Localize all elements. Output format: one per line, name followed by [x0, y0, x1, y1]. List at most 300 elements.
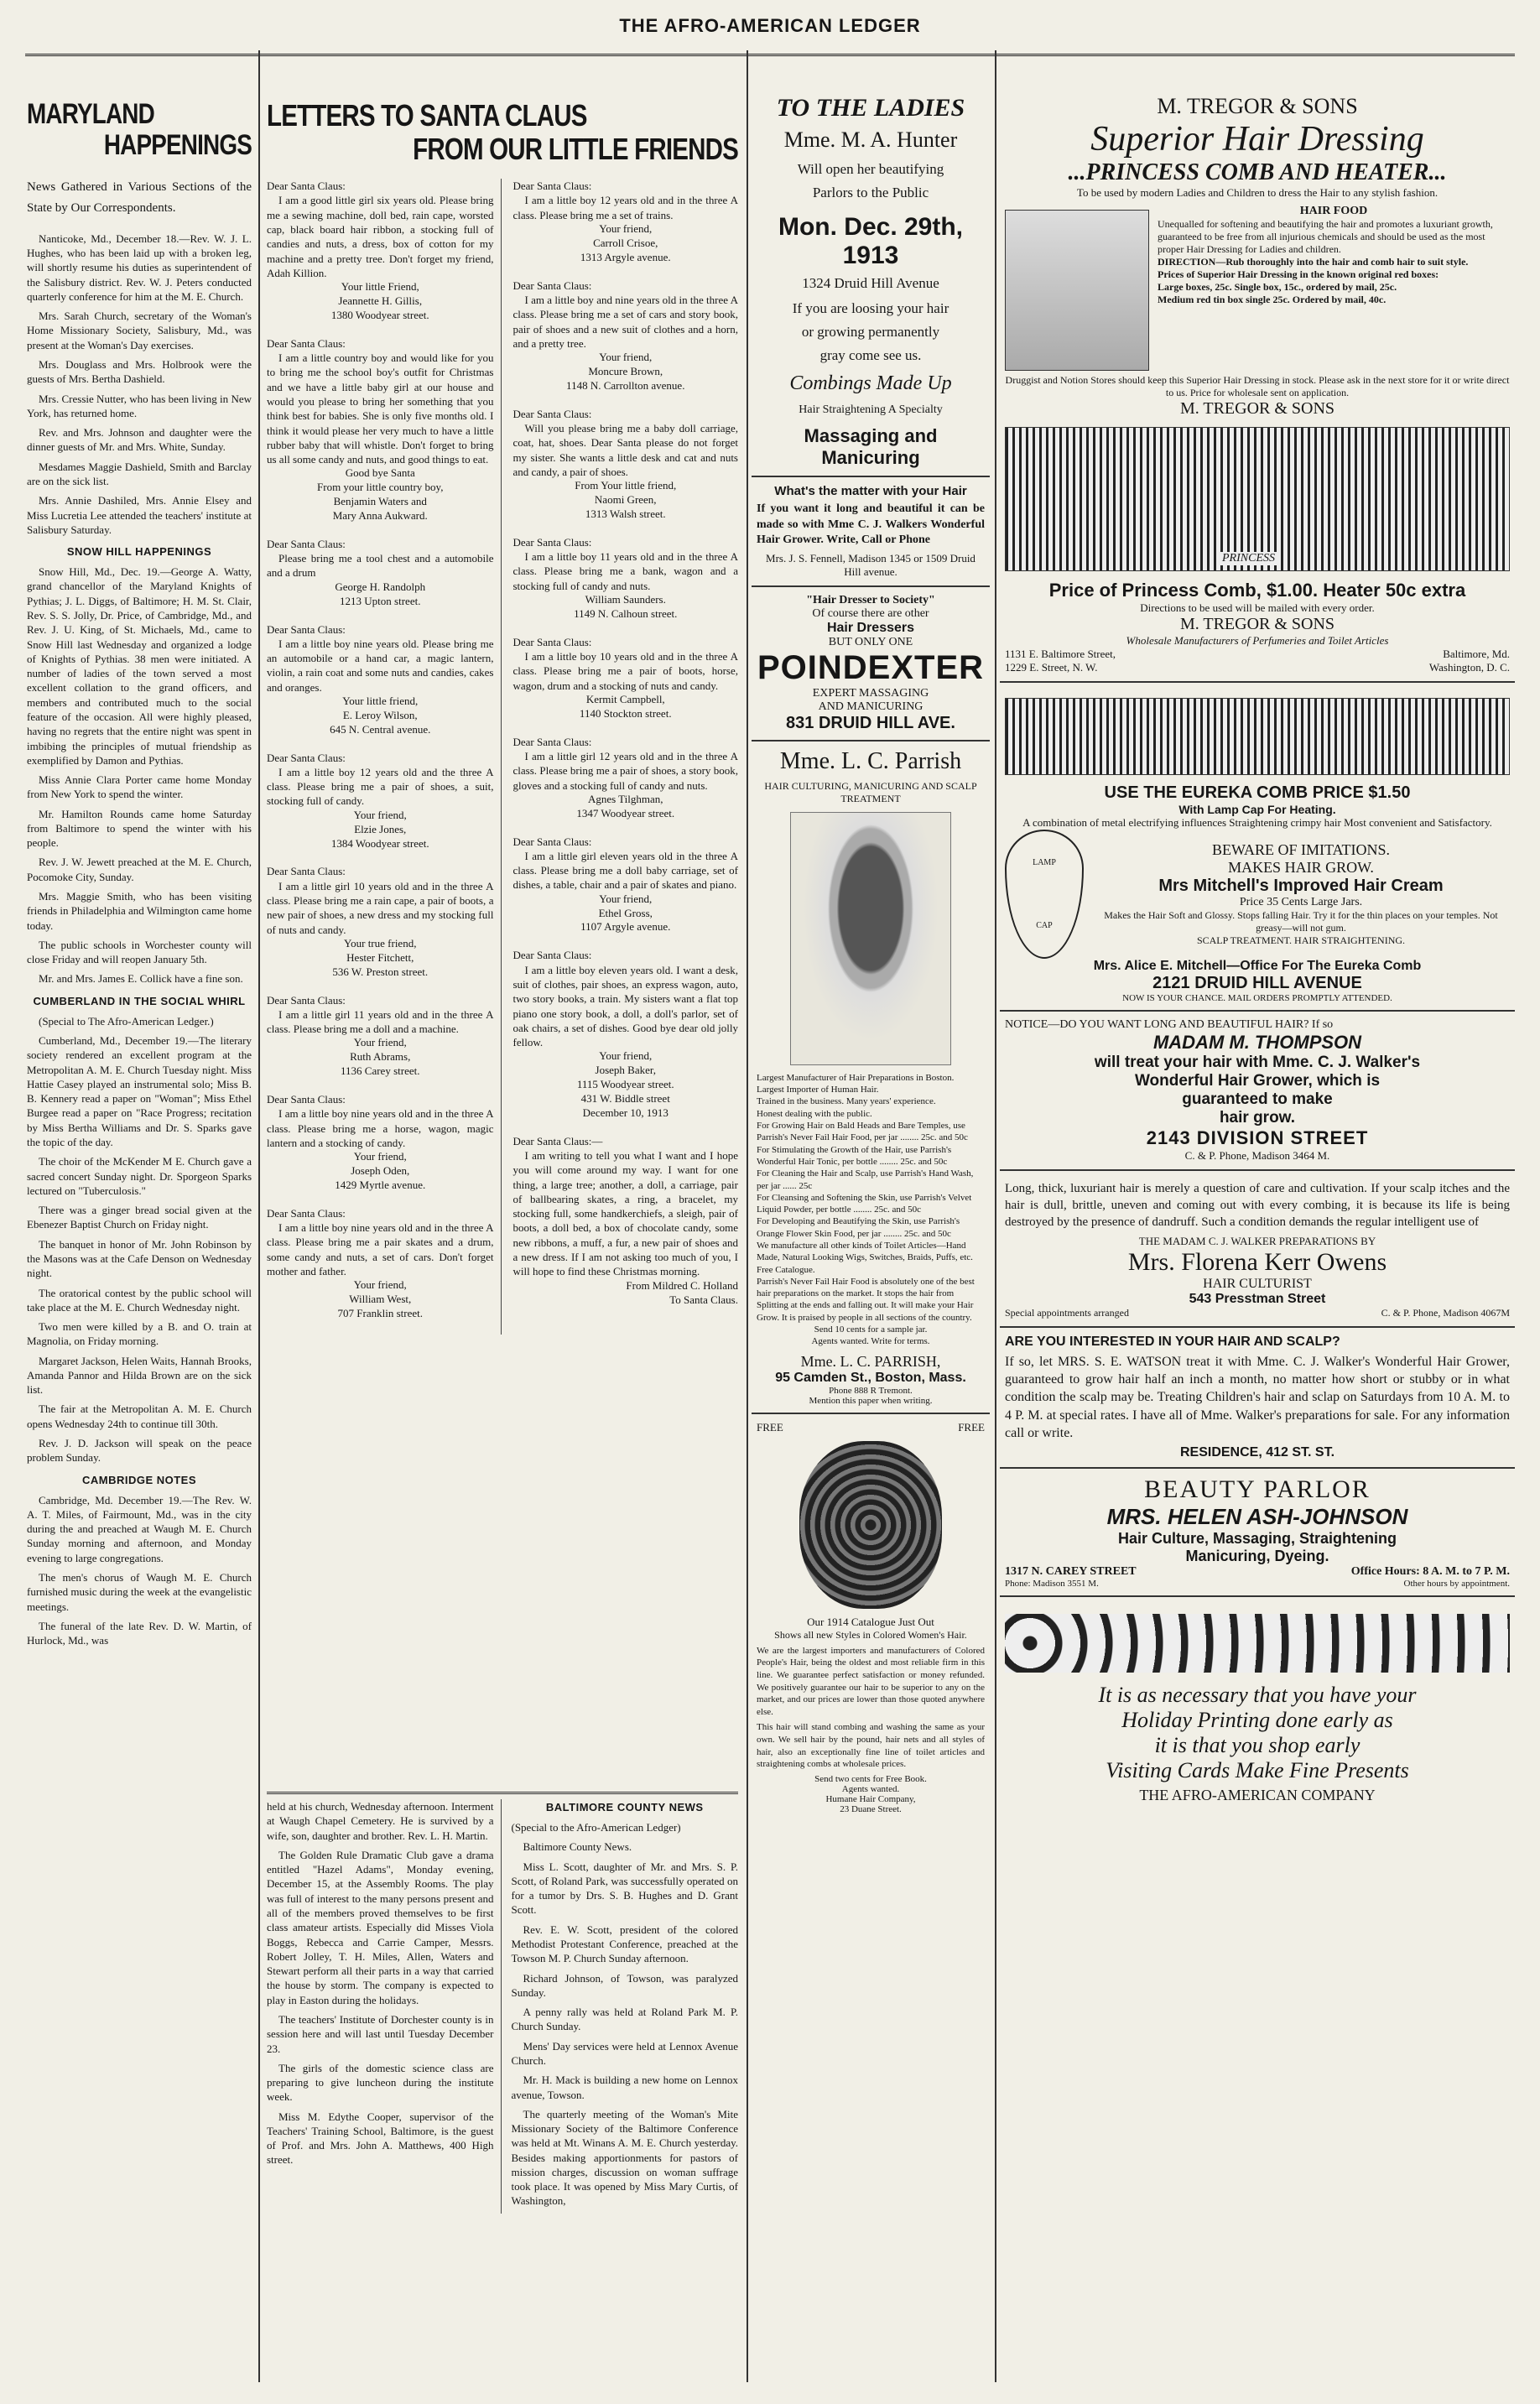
letter-signature [267, 1036, 494, 1079]
ad-line: 23 Duane Street. [840, 1803, 902, 1814]
ad-line: Parlors to the Public [812, 185, 929, 200]
letter-salutation: Dear Santa Claus: [267, 537, 346, 550]
letter-salutation: Dear Santa Claus: [512, 735, 592, 748]
letter [267, 622, 494, 737]
santa-letters-section [267, 99, 738, 1785]
letter-salutation: Dear Santa Claus: [512, 407, 592, 420]
free-label: FREE [757, 1420, 783, 1434]
headline-from-little-friends: FROM OUR LITTLE FRIENDS [413, 131, 738, 166]
letter-body: I am a little boy nine years old and in the three A class. Please bring me a pair skates and a drum, some candy and nuts, a set of cars. Don't forget mother and father. [267, 1221, 494, 1277]
cambridge-news [27, 1493, 252, 1648]
ad-line: Humane Hair Company, [825, 1793, 916, 1804]
signature-line: Your friend, [353, 1278, 407, 1292]
paragraph: The funeral of the late Rev. D. W. Martin, of Hurlock, Md., was [27, 1619, 252, 1647]
letter-signature [267, 580, 494, 609]
paragraph: The quarterly meeting of the Woman's Mite Missionary Society of the Baltimore Conference was held at Mt. Winans A. M. E. Church yesterday. Besides making apportionments for pastors of mission charges, discussion on woman suffrage took place. It was opened by Miss Mary Curtis, of Washington, [511, 2107, 738, 2208]
letter-signature [513, 1049, 739, 1120]
paragraph: Mr. and Mrs. James E. Collick have a fine son. [39, 972, 243, 986]
cumberland-news [27, 1014, 252, 1465]
ad-body: If you want it long and beautiful it can be made so with Mme C. J. Walkers Wonderful Hair Grower. Write, Call or Phone [757, 502, 985, 547]
ad-body [757, 1072, 985, 1348]
letter-salutation: Dear Santa Claus: [512, 949, 592, 962]
ad-name: M. TREGOR & SONS [1179, 399, 1335, 418]
ad-subheading: With Lamp Cap For Heating. [1178, 803, 1336, 816]
ad-heading: TO THE LADIES [776, 94, 965, 122]
section-heading: CAMBRIDGE NOTES [81, 1473, 197, 1486]
poindexter-ad [752, 587, 990, 741]
letter [267, 864, 494, 979]
letter-salutation: Dear Santa Claus: [512, 180, 592, 193]
ad-address: 95 Camden St., Boston, Mass. [775, 1370, 966, 1385]
eureka-ad [1000, 683, 1515, 1012]
letter-salutation: Dear Santa Claus:— [512, 1134, 603, 1147]
ad-heading: Our 1914 Catalogue Just Out [807, 1615, 934, 1628]
letter [267, 993, 494, 1080]
letter-salutation: Dear Santa Claus: [267, 993, 346, 1007]
eureka-comb-image [1005, 698, 1510, 775]
ad-address: 543 Presstman Street [1189, 1291, 1326, 1306]
ad-heading: BEAUTY PARLOR [1144, 1475, 1371, 1504]
ad-line: Manicuring, Dyeing. [1185, 1548, 1329, 1565]
ad-name: THE AFRO-AMERICAN COMPANY [1139, 1787, 1376, 1804]
letter-body: I am a little girl 11 years old and in the three A class. Please bring me a doll and a machine. [267, 1007, 494, 1036]
letter-signature [513, 693, 739, 721]
ad-line: AND MANICURING [818, 700, 923, 713]
signature-line: Your friend, [353, 808, 407, 821]
ad-line: Medium red tin box single 25c. Ordered by mail, 40c. [1158, 294, 1387, 305]
ad-price: Price 35 Cents Large Jars. [1239, 896, 1363, 908]
ad-line: For Developing and Beautifying the Skin, use Parrish's Orange Flower Skin Food, per jar ........ 25c. and 50c [757, 1216, 960, 1239]
signature-line: Ethel Gross, [598, 906, 653, 919]
thompson-ad [1000, 1012, 1515, 1171]
ad-address: 2143 DIVISION STREET [1146, 1127, 1369, 1148]
letter-salutation: Dear Santa Claus: [267, 622, 346, 636]
letter [267, 751, 494, 851]
ad-line: Wholesale Manufacturers of Perfumeries and Toilet Articles [1126, 634, 1389, 647]
paragraph: Richard Johnson, of Towson, was paralyzed Sunday. [511, 1971, 738, 1999]
signature-line: 1380 Woodyear street. [330, 308, 429, 321]
holly-ornament [1005, 1614, 1510, 1673]
paragraph: Snow Hill, Md., Dec. 19.—George A. Watty, grand chancellor of the Maryland Knights of Pythias; J. L. Diggs, of Baltimore; H. M. St. Clair, Rev. S. S. Jolly, Dr. Price, of Cambridge, Md., and Rev. J. U. King, of St. Michaels, Md., came to Snow Hill last Wednesday and organized a lodge of Knights of Pythias. 38 men were initiated. A number of ladies of the town served a most excellent collation to the grand officers, and members and contributed much to the social feature of the occasion. All were highly pleased, having no regrets that the entire night was spent in imbibing the principles of mutual friendship as exemplified by Damon and Pythias. [27, 565, 252, 767]
ad-address: 1324 Druid Hill Avenue [802, 275, 939, 291]
ad-line: Holiday Printing done early as [1121, 1708, 1393, 1733]
ad-hours: Office Hours: 8 A. M. to 7 P. M. [1350, 1565, 1510, 1579]
ad-line: Send two cents for Free Book. [814, 1773, 927, 1784]
hair-dressing-tin-image [1005, 210, 1149, 371]
ad-name: M. TREGOR & SONS [1157, 94, 1358, 118]
letter-body: I am a little boy 10 years old and in the three A class. Please bring me a pair of boots, horse, wagon, drum and a stocking of nuts and candy. [512, 650, 738, 692]
letter [267, 1092, 494, 1193]
signature-line: 1213 Upton street. [340, 594, 421, 607]
paragraph: Mrs. Annie Dashiled, Mrs. Annie Elsey and Miss Lucretia Lee attended the teachers' institute at Salisbury Saturday. [27, 494, 252, 536]
letter-salutation: Dear Santa Claus: [267, 336, 346, 350]
ad-line: Hair Dressers [826, 620, 915, 635]
ad-line: guaranteed to make [1182, 1090, 1333, 1108]
letter-signature [513, 1279, 739, 1308]
letter-signature [513, 793, 739, 821]
letter-signature [513, 892, 739, 935]
princess-comb-image [1005, 427, 1510, 571]
signature-line: Your little friend, [342, 694, 419, 707]
ad-address: Mrs. J. S. Fennell, Madison 1345 or 1509 Druid Hill avenue. [766, 551, 976, 578]
letter-signature [267, 280, 494, 323]
paragraph: Mrs. Maggie Smith, who has been visiting friends in Philadelphia and Wilmington came home today. [27, 890, 252, 932]
ad-line: Largest Importer of Human Hair. [757, 1085, 879, 1095]
ad-name: Mme. L. C. PARRISH, [800, 1352, 941, 1370]
paragraph: The Golden Rule Dramatic Club gave a drama entitled "Hazel Adams", Monday evening, December 15, at the Assembly Rooms. The play was full of interest to the many persons present and all of the members proved themselves to be first class amateur artists. Especially did Misses Viola Boggs, Rebecca and Carrie Camper, Messrs. Robert Jolley, T. H. Miles, Allen, Waters and Stewart perform all their parts in a way that carried the house by storm. The company is expected to play in Easton during the holidays. [267, 1848, 494, 2006]
signature-line: 536 W. Preston street. [332, 965, 429, 978]
ad-phone: Phone: Madison 3551 M. [1005, 1579, 1099, 1590]
signature-line: Carroll Crisoe, [593, 236, 658, 249]
ad-heading: USE THE EUREKA COMB PRICE $1.50 [1104, 783, 1411, 802]
ad-name: Mme. M. A. Hunter [783, 127, 958, 152]
ad-line: SCALP TREATMENT. HAIR STRAIGHTENING. [1196, 934, 1406, 946]
ad-line: or growing permanently [801, 324, 940, 340]
ad-address: 2121 DRUID HILL AVENUE [1152, 974, 1362, 992]
letter-salutation: Dear Santa Claus: [267, 1206, 346, 1220]
ad-line: Other hours by appointment. [1403, 1579, 1510, 1590]
paragraph: (Special to the Afro-American Ledger) [511, 1821, 681, 1834]
letter-signature [267, 466, 494, 523]
paragraph: Two men were killed by a B. and O. train at Magnolia, on Friday morning. [27, 1320, 252, 1348]
ad-line: will treat your hair with Mme. C. J. Walker's [1094, 1054, 1421, 1071]
hunter-ad [752, 87, 990, 477]
letter-salutation: Dear Santa Claus: [512, 535, 592, 549]
signature-line: Joseph Oden, [351, 1164, 410, 1178]
ad-line: Massaging and Manicuring [804, 425, 938, 468]
ad-line: "Hair Dresser to Society" [806, 593, 935, 606]
hair-braid-image [799, 1441, 942, 1609]
signature-line: Your friend, [599, 351, 653, 364]
ad-line: MAKES HAIR GROW. [1228, 859, 1374, 876]
column-divider [995, 50, 996, 2382]
ad-line: For Stimulating the Growth of the Hair, use Parrish's Wonderful Hair Tonic, per bottle ........ 25c. and 50c [757, 1144, 952, 1167]
fennell-ad [752, 477, 990, 587]
letter [513, 278, 739, 393]
subheadline: News Gathered in Various Sections of the State by Our Correspondents. [27, 180, 252, 216]
ad-body: If so, let MRS. S. E. WATSON treat it with Mme. C. J. Walker's Wonderful Hair Grower, guaranteed to grow hair half an inch a month, no matter how short or stubby or in what condition the scalp may be. Treating Children's hair and sclap on Saturdays from 10 A. M. to 4 P. M. at special rates. I have all of Mme. Walker's preparations for sale. For any information call or write. [1005, 1354, 1510, 1440]
signature-line: 1384 Woodyear street. [330, 836, 429, 850]
letter-salutation: Dear Santa Claus: [267, 865, 346, 878]
paragraph: Miss L. Scott, daughter of Mr. and Mrs. S. P. Scott, of Roland Park, was successfully operated on for a tumor by Drs. S. B. Hughes and D. Grant Scott. [511, 1860, 738, 1917]
letter-salutation: Dear Santa Claus: [512, 635, 592, 648]
signature-line: Your little Friend, [341, 280, 419, 294]
letter-body: I am a little boy 12 years old and in the three A class. Please bring me a set of trains. [512, 194, 738, 221]
letter [513, 1134, 739, 1308]
letter-body: I am a little girl 10 years old and in the three A class. Please bring me a rain cape, a pair of boots, a new pair of shoes, a new dress and my stocking full of nuts and candy. [267, 879, 494, 936]
signature-line: 1429 Myrtle avenue. [335, 1178, 426, 1191]
signature-line: Good bye Santa [345, 466, 415, 480]
ad-line: Will open her beautifying [797, 161, 944, 177]
snow-hill-news [27, 565, 252, 986]
signature-line: December 10, 1913 [582, 1106, 669, 1119]
paragraph: held at his church, Wednesday afternoon. Interment at Waugh Chapel Cemetery. He is survived by a wife, son, daughter and brother. Rev. L. H. Martin. [267, 1800, 494, 1842]
ad-line: BUT ONLY ONE [828, 635, 913, 648]
letter-signature [267, 1278, 494, 1321]
ad-line: gray come see us. [819, 347, 922, 363]
signature-line: Mary Anna Aukward. [332, 509, 428, 523]
ad-heading: Superior Hair Dressing [1090, 120, 1424, 159]
ad-line: Large boxes, 25c. Single box, 15c., ordered by mail, 25c. [1158, 281, 1397, 293]
ad-line: A combination of metal electrifying influences Straightening crimpy hair Most convenient and Satisfactory. [1022, 816, 1492, 829]
letter [267, 179, 494, 323]
signature-line: From Your little friend, [575, 479, 677, 492]
ad-date: Mon. Dec. 29th, 1913 [778, 213, 964, 269]
signature-line: 1313 Walsh street. [585, 507, 666, 520]
ad-line: Hair Culture, Massaging, Straightening [1117, 1530, 1397, 1548]
ad-name: M. TREGOR & SONS [1179, 615, 1335, 633]
signature-line: Ruth Abrams, [350, 1050, 411, 1064]
ad-body: Unequalled for softening and beautifying the hair and promotes a luxuriant growth, guaranteed to be free from all injurious chemicals and should be used as the most proper Hair Dressing for Ladies and children. [1158, 218, 1493, 255]
ad-line: Largest Manufacturer of Hair Preparations in Boston. [757, 1072, 955, 1083]
signature-line: Your friend, [599, 222, 653, 236]
ad-line: Combings Made Up [789, 372, 952, 394]
paragraph: The banquet in honor of Mr. John Robinson by the Masons was at the Cafe Denson on Wednesday night. [27, 1237, 252, 1280]
ad-line: Of course there are other [812, 606, 929, 620]
signature-line: Agnes Tilghman, [587, 792, 663, 805]
letters-right-column [513, 179, 739, 1335]
letter-signature [513, 593, 739, 622]
letter-signature [513, 351, 739, 393]
letter-body: I am a little girl eleven years old in the three A class. Please bring me a doll baby carriage, set of dishes, a table, chair and a pair of skates and piano. [512, 849, 738, 892]
newspaper-title: THE AFRO-AMERICAN LEDGER [619, 15, 921, 36]
signature-line: Kermit Campbell, [585, 692, 665, 705]
paragraph: Mrs. Cressie Nutter, who has been living in New York, has returned home. [27, 392, 252, 419]
ad-line: THE MADAM C. J. WALKER PREPARATIONS BY [1138, 1234, 1376, 1247]
paragraph: Mrs. Douglass and Mrs. Holbrook were the guests of Mrs. Bertha Dashield. [27, 358, 252, 386]
signature-line: 1136 Carey street. [341, 1064, 420, 1078]
signature-line: Jeannette H. Gillis, [338, 294, 423, 308]
nanticoke-news [27, 232, 252, 537]
free-labels [757, 1421, 985, 1434]
paragraph: (Special to The Afro-American Ledger.) [39, 1014, 214, 1028]
ad-line: BEWARE OF IMITATIONS. [1211, 841, 1391, 858]
signature-line: Elzie Jones, [354, 822, 407, 835]
ad-phone: C. & P. Phone, Madison 3464 M. [1184, 1149, 1330, 1162]
paragraph: The public schools in Worchester county will close Friday and will reopen January 5th. [27, 938, 252, 966]
letter-body: I am a little boy and nine years old in the three A class. Please bring me a set of cars and story book, pair of shoes and a new suit of clothes and a horn, and a pretty tree. [512, 293, 738, 350]
letter-body: I am a little boy nine years old. Please bring me an automobile or a hand car, a magic lantern, violin, a rain coat and some nuts and candies, cakes and oranges. [267, 637, 494, 694]
ad-subheading: HAIR CULTURING, MANICURING AND SCALP TREATMENT [764, 779, 977, 804]
ad-name: Mrs Mitchell's Improved Hair Cream [1158, 877, 1444, 895]
watson-ad [1000, 1328, 1515, 1469]
letter-salutation: Dear Santa Claus: [267, 1093, 346, 1106]
letter-salutation: Dear Santa Claus: [512, 835, 592, 848]
signature-line: E. Leroy Wilson, [342, 708, 418, 721]
ad-line: Makes the Hair Soft and Glossy. Stops falling Hair. Try it for the thin places on your temples. Not greasy—will not gum. [1104, 909, 1498, 934]
ad-phone: C. & P. Phone, Madison 4067M [1381, 1306, 1510, 1319]
paragraph: Cumberland, Md., December 19.—The literary society rendered an excellent program at the Metropolitan A. M. E. Church Tuesday night. Miss Hattie Casey played an instrumental solo; Miss B. B. Kennery read a paper on "Woman"; Miss Ethel Burgee read a paper on "Race Progress; recitation by Miss Bertha Williams and Dr. S. Sparks gave the topic of the day. [27, 1034, 252, 1148]
paragraph: Mesdames Maggie Dashield, Smith and Barclay are on the sick list. [27, 460, 252, 487]
signature-line: From your little country boy, [317, 481, 444, 494]
paragraph: Mr. Hamilton Rounds came home Saturday from Baltimore to spend the winter with his people. [27, 807, 252, 850]
ad-line: DIRECTION—Rub thoroughly into the hair and comb hair to suit style. [1158, 256, 1469, 268]
letter [267, 537, 494, 609]
paragraph: Miss M. Edythe Cooper, supervisor of the Teachers' Training School, Baltimore, is the guest of Prof. and Mrs. John A. Matthews, 400 High street. [267, 2110, 494, 2167]
signature-line: 1149 N. Calhoun street. [574, 606, 678, 620]
ad-body: This hair will stand combing and washing the same as your own. We sell hair by the pound, hair nets and all styles of hair, also an exceptionally fine line of toilet articles and straightening combs at wholesale prices. [757, 1722, 985, 1770]
ad-line: Honest dealing with the public. [757, 1108, 872, 1119]
letter-body: I am a little boy 11 years old and in the three A class. Please bring me a bank, wagon and a stocking full of candy and nuts. [512, 550, 738, 592]
letter-body: I am a little boy nine years old and in the three A class. Please bring me a horse, wagon, magic lantern and a stocking of candy. [267, 1107, 494, 1149]
catalogue-ad [752, 1414, 990, 1821]
cambridge-continued [267, 1799, 502, 2214]
ad-line: Wonderful Hair Grower, which is [1134, 1072, 1381, 1090]
letter [267, 336, 494, 523]
paragraph: Mr. H. Mack is building a new home on Lennox avenue, Towson. [511, 2074, 738, 2101]
paragraph: Cambridge, Md. December 19.—The Rev. W. A. T. Miles, of Fairmount, Md., was in the city during the and preached at Waugh M. E. Church Sunday morning and afternoon, and Monday evening to large congregations. [27, 1493, 252, 1564]
ad-line: HAIR FOOD [1299, 205, 1368, 217]
ad-heading: What's the matter with your Hair [774, 484, 967, 498]
paragraph: The fair at the Metropolitan A. M. E. Church opens Wednesday 24th to continue till 30th. [27, 1402, 252, 1430]
letter-body: I am writing to tell you what I want and I hope you will come around my way. I want for one thing, a large tree; another, a doll, a carriage, pair of ballbearing skates, a ring, a bracelet, my stocking full, some handkerchiefs, a sleigh, pair of boots, a doll bed, a box of chocolate candy, some new ribbons, a muff, a fur, a new pair of shoes and a new dress. If I am not asking too much of you, I will hope to find these Christmas morning. [512, 1149, 738, 1278]
letter [513, 635, 739, 721]
masthead [25, 3, 1515, 56]
ad-price: Price of Princess Comb, $1.00. Heater 50c extra [1048, 580, 1466, 601]
diagram-label: LAMP [1033, 858, 1056, 867]
signature-line: 1140 Stockton street. [579, 706, 672, 720]
letter-signature [267, 937, 494, 980]
signature-line: 1347 Woodyear street. [576, 806, 675, 820]
comb-label: PRINCESS [1217, 552, 1280, 565]
signature-line: 707 Franklin street. [337, 1307, 423, 1319]
ad-subheading: Shows all new Styles in Colored Women's Hair. [774, 1628, 967, 1641]
tregor-ad [1000, 87, 1515, 683]
ad-name: MADAM M. THOMPSON [1152, 1032, 1362, 1053]
ad-line: We manufacture all other kinds of Toilet Articles—Hand Made, Natural Looking Wigs, Switches, Braids, Puffs, etc. Free Catalogue. [757, 1240, 973, 1275]
parrish-ad [752, 741, 990, 1414]
signature-line: Your friend, [353, 1036, 407, 1049]
paragraph: There was a ginger bread social given at the Ebenezer Baptist Church on Friday night. [27, 1204, 252, 1231]
ad-line: Mention this paper when writing. [809, 1395, 933, 1406]
letter-salutation: Dear Santa Claus: [512, 278, 592, 292]
section-heading: BALTIMORE COUNTY NEWS [545, 1801, 704, 1813]
ad-line: Hair Straightening A Specialty [799, 403, 943, 416]
signature-line: 431 W. Biddle street [580, 1092, 670, 1106]
letter [513, 535, 739, 622]
paragraph: Rev. J. W. Jewett preached at the M. E. Church, Pocomoke City, Sunday. [27, 856, 252, 883]
letter [513, 835, 739, 935]
signature-line: Benjamin Waters and [333, 495, 427, 508]
ad-name: MRS. HELEN ASH-JOHNSON [1106, 1504, 1408, 1530]
ads-column-center [752, 87, 990, 2382]
letter-body: I am a little country boy and would like for you to bring me the school boy's outfit for Christmas and we have a little baby girl at our house and would you please to bring her something that you think best for babies. She is only five months old. I think it would please her very much to have a little rubber baby that will whistle. Don't forget to bring us all some candy and nuts, and good things to eat. [267, 351, 494, 466]
ad-line: Prices of Superior Hair Dressing in the known original red boxes: [1158, 268, 1439, 280]
lamp-cap-diagram [1005, 830, 1084, 959]
paragraph: Rev. and Mrs. Johnson and daughter were the dinner guests of Mr. and Mrs. White, Sunday. [27, 426, 252, 454]
ad-line: HAIR CULTURIST [1203, 1276, 1312, 1291]
paragraph: The teachers' Institute of Dorchester county is in session here and will last until Tuesday December 23. [267, 2012, 494, 2055]
owens-ad [1000, 1171, 1515, 1328]
portrait-image [790, 812, 951, 1065]
ad-address: 1131 E. Baltimore Street, [1005, 648, 1116, 660]
letter-signature [267, 695, 494, 737]
letter-salutation: Dear Santa Claus: [267, 180, 346, 193]
ad-line: Parrish's Never Fail Hair Food is absolutely one of the best hair preparations on the market. It stops the hair from Splitting at the ends and falling out. It will make your Hair Grow. It is praised by people in all sections of the country. [757, 1276, 975, 1323]
paragraph: The men's chorus of Waugh M. E. Church furnished music during the week at the evangelistic meetings. [27, 1571, 252, 1613]
ad-line: Druggist and Notion Stores should keep this Superior Hair Dressing in stock. Please ask in the next store for it or write direct to us. Price for wholesale sent on application. [1005, 374, 1510, 398]
headline-happenings: HAPPENINGS [103, 129, 252, 162]
ad-line: hair grow. [1219, 1109, 1296, 1127]
letter-signature [513, 222, 739, 265]
signature-line: Moncure Brown, [588, 365, 663, 377]
headline-maryland: MARYLAND [27, 99, 154, 130]
ad-line: EXPERT MASSAGING [812, 686, 929, 700]
letter-body: I am a good little girl six years old. Please bring me a sewing machine, doll bed, rain cape, worsted cap, black board hair ribbon, a stocking full of candies and nuts, a dress, box of cotton for my machine and a pretty tree. Don't forget my friend, Adah Killion. [267, 194, 494, 279]
letter-body: I am a little boy eleven years old. I want a desk, suit of clothes, pair shoes, an express wagon, auto, two story books, a train. My sisters want a flat top piano one story book, a doll, a doll's parlor, set of oak chairs, a set of dishes. Good bye dear old jolly fellow. [512, 963, 738, 1049]
signature-line: Your friend, [599, 892, 653, 905]
ad-line: Visiting Cards Make Fine Presents [1106, 1758, 1409, 1783]
ad-line: NOW IS YOUR CHANCE. MAIL ORDERS PROMPTLY ATTENDED. [1122, 993, 1392, 1003]
signature-line: Your true friend, [344, 936, 417, 950]
ad-body: Long, thick, luxuriant hair is merely a question of care and cultivation. If your scalp itches and the hair is dull, brittle, uneven and coming out with every combing, it is because its life is being destroyed by the presence of dandruff. Such a condition demands the regular intelligent use of [1005, 1182, 1510, 1229]
paragraph: Rev. J. D. Jackson will speak on the peace problem Sunday. [27, 1437, 252, 1465]
ads-column-right [1000, 87, 1515, 2382]
ad-line: it is that you shop early [1154, 1733, 1361, 1758]
letter [513, 948, 739, 1120]
ash-johnson-ad [1000, 1469, 1515, 1597]
signature-line: William Saunders. [585, 592, 666, 606]
signature-line: Joseph Baker, [595, 1064, 656, 1077]
column-divider [747, 50, 748, 2382]
paragraph: Rev. E. W. Scott, president of the colored Methodist Protestant Conference, preached at the Towson M. P. Church Sunday afternoon. [511, 1923, 738, 1965]
paragraph: The choir of the McKender M E. Church gave a sacred concert Sunday night. Dr. Sporgeon Sparks lectured on "Tuberculosis." [27, 1155, 252, 1197]
letter-body: Please bring me a tool chest and a automobile and a drum [267, 552, 494, 580]
paragraph: A penny rally was held at Roland Park M. P. Church Sunday. [511, 2006, 738, 2033]
ad-line: For Growing Hair on Bald Heads and Bare Temples, use Parrish's Never Fail Hair Food, per jar ........ 25c. and 50c [757, 1121, 968, 1143]
signature-line: 1313 Argyle avenue. [580, 250, 671, 263]
ad-line: Trained in the business. Many years' experience. [757, 1096, 936, 1107]
ad-heading: ARE YOU INTERESTED IN YOUR HAIR AND SCALP? [1005, 1334, 1340, 1349]
letters-left-column [267, 179, 502, 1335]
letter-signature [513, 479, 739, 522]
ad-line: Special appointments arranged [1005, 1306, 1129, 1319]
paragraph: Baltimore County News. [523, 1840, 632, 1854]
letter-signature [267, 1150, 494, 1193]
ad-address: 1229 E. Street, N. W. [1005, 661, 1098, 674]
section-heading: CUMBERLAND IN THE SOCIAL WHIRL [33, 994, 246, 1007]
signature-line: 1107 Argyle avenue. [580, 920, 671, 934]
ad-line: Send 10 cents for a sample jar. [814, 1324, 928, 1335]
paragraph: Mens' Day services were held at Lennox Avenue Church. [511, 2039, 738, 2067]
ad-line: If you are loosing your hair [792, 300, 949, 316]
signature-line: 1148 N. Carrollton avenue. [566, 378, 685, 392]
signature-line: Hester Fitchett, [346, 950, 414, 964]
ad-address: 1317 N. CAREY STREET [1005, 1565, 1137, 1579]
ad-line: Agents wanted. Write for terms. [811, 1336, 930, 1347]
letter-salutation: Dear Santa Claus: [267, 751, 346, 764]
signature-line: From Mildred C. Holland [626, 1278, 738, 1292]
ad-phone: Phone 888 R Tremont. [829, 1385, 913, 1396]
signature-line: Your friend, [353, 1150, 407, 1163]
paragraph: Margaret Jackson, Helen Waits, Hannah Brooks, Amanda Pannor and Hilda Brown are on the sick list. [27, 1354, 252, 1397]
ad-body: We are the largest importers and manufacturers of Colored People's Hair, being the oldest and most reliable firm in this line. We guarantee perfect satisfaction or money refunded. We positively guarantee our hair to be superior to any on the market, and our prices are lower than those quoted anywhere else. [757, 1645, 985, 1717]
paragraph: The girls of the domestic science class are preparing to give luncheon during the institute week. [267, 2061, 494, 2104]
paragraph: Nanticoke, Md., December 18.—Rev. W. J. L. Hughes, who has been laid up with a broken leg, will shortly resume his duties as superintendent of the Salisbury district. Rev. W. J. Peters conducted quarterly conference for him at the M. E. Church. [27, 232, 252, 303]
paragraph: Miss Annie Clara Porter came home Monday from New York to spend the winter. [27, 773, 252, 801]
signature-line: 1115 Woodyear street. [576, 1078, 674, 1091]
ad-name: POINDEXTER [757, 648, 985, 686]
signature-line: 645 N. Central avenue. [330, 722, 431, 736]
signature-line: Your friend, [599, 1049, 653, 1063]
signature-line: George H. Randolph [335, 580, 426, 593]
ad-line: For Cleansing and Softening the Skin, use Parrish's Velvet Liquid Powder, per bottle ........ 25c. and 50c [757, 1192, 972, 1215]
letter-signature [267, 809, 494, 851]
ad-name: Mrs. Alice E. Mitchell—Office For The Eureka Comb [1093, 959, 1422, 973]
paragraph: Mrs. Sarah Church, secretary of the Woman's Home Missionary Society, Salisbury, Md., was present at the Woman's Day exercises. [27, 310, 252, 351]
baltimore-county-news [512, 1799, 739, 2214]
ad-address: Baltimore, Md. [1443, 648, 1510, 660]
